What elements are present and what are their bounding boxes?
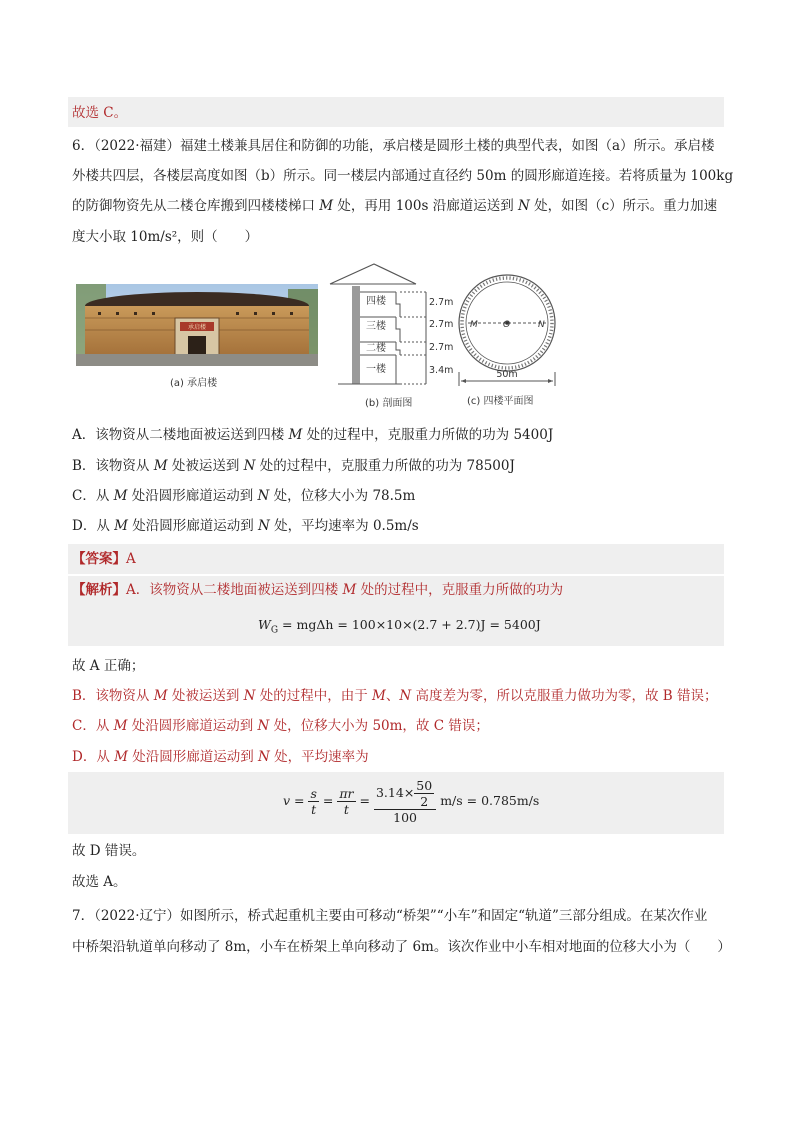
frac-pir: πr: [339, 786, 354, 801]
floor-2-label: 二楼: [366, 343, 386, 354]
plan-point-n: N: [538, 320, 545, 330]
frac-t: t: [311, 802, 317, 817]
photo-sign: 承启楼: [187, 324, 207, 331]
option-c-m: M: [113, 488, 128, 504]
analysis-b-m: M: [153, 688, 168, 704]
analysis-d-pre: D．从: [72, 749, 115, 765]
q6-line4: 度大小取 10m/s²，则（ ）: [72, 229, 259, 245]
analysis-c: [72, 716, 489, 736]
height-4: 2.7m: [429, 297, 454, 308]
analysis-c-pre: C．从: [72, 718, 114, 734]
option-d-post: 处，平均速率为 0.5m/s: [269, 518, 419, 534]
formula2-v: v =: [283, 793, 309, 808]
option-a-pre: A．该物资从二楼地面被运送到四楼: [72, 427, 289, 443]
q6-line3-a: 的防御物资先从二楼仓库搬到四楼楼梯口: [72, 198, 320, 214]
caption-c: (c) 四楼平面图: [467, 396, 534, 407]
floor-1-label: 一楼: [366, 364, 386, 375]
option-b-post: 处的过程中，克服重力所做的功为 78500J: [255, 458, 515, 474]
q7-line1: 7．（2022·辽宁）如图所示，桥式起重机主要由可移动“桥架”“小车”和固定“轨道”三部分组成。在某次作业: [72, 908, 708, 924]
formula2-eq2: =: [359, 793, 374, 808]
floor-plan-diagram: [456, 268, 566, 392]
option-c-mid: 处沿圆形廊道运动到: [127, 488, 258, 504]
q6-line1: 6．（2022·福建）福建土楼兼具居住和防御的功能，承启楼是圆形土楼的典型代表，如图（a）所示。承启楼: [72, 138, 715, 154]
analysis-b-mid: 处被运送到: [167, 688, 244, 704]
caption-b: (b) 剖面图: [365, 398, 413, 409]
diameter-label: 50m: [496, 369, 518, 380]
analysis-d-mid: 处沿圆形廊道运动到: [127, 749, 259, 765]
option-b-mid: 处被运送到: [167, 458, 244, 474]
analysis-c-n: N: [257, 718, 270, 734]
num-pre: 3.14×: [375, 785, 415, 800]
frac-t2: t: [343, 802, 349, 817]
frac-s-over-t: [308, 786, 318, 817]
q6-line3-c: 处，如图（c）所示。重力加速: [529, 198, 718, 214]
answer-tag: 【答案】: [72, 551, 126, 567]
analysis-c-mid: 处沿圆形廊道运动到: [127, 718, 258, 734]
option-d: [72, 516, 419, 536]
caption-a: (a) 承启楼: [170, 378, 218, 389]
frac-2: 2: [420, 794, 429, 809]
option-b-n: N: [243, 458, 256, 474]
frac-50: 50: [416, 778, 433, 793]
formula-work: [258, 617, 541, 636]
option-a-post: 处的过程中，克服重力所做的功为 5400J: [302, 427, 554, 443]
formula2-tail: m/s = 0.785m/s: [440, 793, 540, 808]
option-d-n: N: [258, 518, 270, 534]
analysis-b-m2: M: [372, 688, 386, 704]
option-b-m: M: [153, 458, 168, 474]
formula-speed: [283, 778, 539, 825]
option-a-m: M: [288, 427, 303, 443]
option-b: [72, 456, 515, 476]
option-d-mid: 处沿圆形廊道运动到: [127, 518, 259, 534]
frac-inner: [414, 778, 434, 809]
analysis-d: [72, 747, 369, 767]
option-c-pre: C．从: [72, 488, 114, 504]
option-c-post: 处，位移大小为 78.5m: [269, 488, 416, 504]
analysis-d-n: N: [258, 749, 270, 765]
analysis-a: [72, 580, 563, 600]
analysis-a-pre: A．该物资从二楼地面被运送到四楼: [126, 582, 343, 598]
height-1: 3.4m: [429, 365, 454, 376]
frac-s: s: [310, 786, 317, 801]
height-2: 2.7m: [429, 342, 454, 353]
final-answer: 故选 A。: [72, 874, 127, 890]
analysis-a-conclusion: 故 A 正确；: [72, 658, 145, 674]
frac-main-den: 100: [393, 810, 418, 825]
floor-4-label: 四楼: [366, 296, 386, 307]
q6-line3-b: 处，再用 100s 沿廊道运送到: [333, 198, 518, 214]
plan-point-o: O: [503, 320, 511, 330]
prev-answer-band: [68, 97, 724, 127]
option-c-n: N: [257, 488, 270, 504]
formula1-sub: G: [270, 625, 279, 636]
q6-point-n: N: [518, 198, 530, 214]
floor-3-label: 三楼: [366, 321, 386, 332]
prev-answer: 故选 C。: [72, 105, 128, 121]
analysis-c-m: M: [113, 718, 128, 734]
q6-point-m: M: [319, 198, 334, 214]
analysis-b-n2: N: [399, 688, 412, 704]
q6-line3: [72, 196, 717, 216]
plan-point-m: M: [470, 320, 478, 330]
frac-main: [374, 778, 436, 825]
analysis-tag: 【解析】: [72, 582, 126, 598]
analysis-b-mid2: 处的过程中，由于: [255, 688, 373, 704]
analysis-b-sep: 、: [385, 688, 400, 704]
analysis-b-post: 高度差为零，所以克服重力做功为零，故 B 错误；: [411, 688, 718, 704]
frac-pir-over-t: [337, 786, 355, 817]
analysis-d-conclusion: 故 D 错误。: [72, 843, 146, 859]
option-c: [72, 486, 415, 506]
analysis-a-m: M: [342, 582, 357, 598]
height-3: 2.7m: [429, 319, 454, 330]
answer-value: A: [126, 551, 136, 567]
analysis-d-post: 处，平均速率为: [269, 749, 369, 765]
q6-line2: 外楼共四层，各楼层高度如图（b）所示。同一楼层内部通过直径约 50m 的圆形廊道连接。若将质量为 100kg: [72, 168, 734, 184]
analysis-b: [72, 686, 717, 706]
analysis-d-m: M: [114, 749, 128, 765]
answer-line: [72, 549, 136, 569]
formula1-rhs: = mgΔh = 100×10×(2.7 + 2.7)J = 5400J: [278, 617, 541, 632]
answer-band: [68, 544, 724, 574]
option-a: [72, 425, 553, 445]
option-b-pre: B．该物资从: [72, 458, 154, 474]
option-d-pre: D．从: [72, 518, 115, 534]
cross-section-diagram: [328, 262, 458, 390]
q7-line2: 中桥架沿轨道单向移动了 8m，小车在桥架上单向移动了 6m。该次作业中小车相对地面的位移大小为（ ）: [72, 939, 731, 955]
tulou-photo: [76, 284, 318, 366]
formula2-eq: =: [322, 793, 338, 808]
analysis-b-pre: B．该物资从: [72, 688, 154, 704]
analysis-b-n: N: [243, 688, 256, 704]
frac-main-num: [374, 778, 436, 810]
option-d-m: M: [114, 518, 128, 534]
formula1-w: W: [258, 617, 271, 632]
analysis-a-post: 处的过程中，克服重力所做的功为: [356, 582, 564, 598]
analysis-c-post: 处，位移大小为 50m，故 C 错误；: [269, 718, 489, 734]
